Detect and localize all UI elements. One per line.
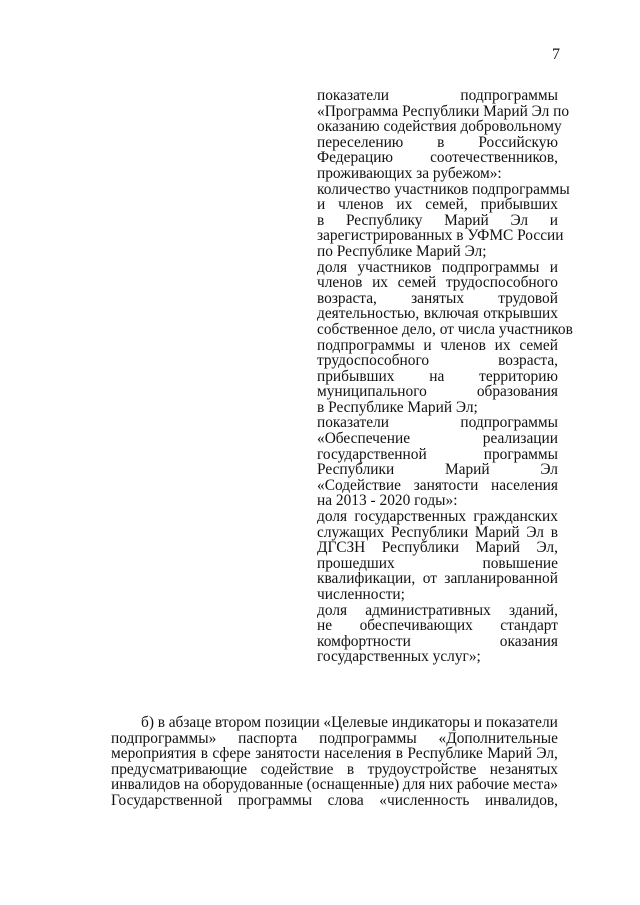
word: прибывших [317,367,395,385]
word: Марий [474,523,520,541]
word: сфере [212,745,251,763]
text-line [317,493,558,509]
text-line [317,275,558,291]
word: участников [357,258,432,276]
word: численности; [317,586,405,603]
word: собственное дело, от числа участников [317,320,573,338]
text-line [317,556,558,572]
word: Республику [345,211,423,229]
word: программы [237,791,313,809]
word: в [157,714,165,731]
word: повышение [482,554,558,572]
word: индикаторы [391,714,471,731]
word: населения [324,745,392,763]
text-line [317,587,558,603]
text-line [111,777,558,793]
text-line [317,384,558,400]
word: предусматривающие [111,760,248,778]
word: Республики [381,539,459,557]
word: прошедших [317,554,395,572]
text-line [317,338,558,354]
text-line [317,478,558,494]
word: образования [476,383,558,401]
word: Эл, [536,539,558,557]
word: и [423,336,432,354]
word: на 2013 - 2020 годы»: [317,492,458,510]
text-line [317,540,558,556]
word: проживающих за рубежом»: [317,164,502,182]
word: программы [483,445,558,463]
text-line [111,793,558,809]
word: Федерацию [317,149,393,167]
word: гражданских [473,508,558,526]
text-line [317,649,558,665]
text-line [317,431,558,447]
word: их [494,336,511,354]
word: Марий [487,745,532,763]
word: деятельностью, [317,305,420,323]
word: их [372,274,388,292]
word: открывших [483,305,558,323]
text-line [317,291,558,307]
word: занятых [411,289,465,307]
word: государственных [354,508,467,526]
word: незанятых [489,760,558,778]
word: в [395,745,403,763]
word: в [437,133,445,151]
word: семей [397,274,437,292]
text-line [111,731,558,747]
word: подпрограммы [441,258,540,276]
word: Республике [407,745,483,763]
word: абзаце [168,714,212,731]
word: слова [327,791,364,809]
text-line [111,762,558,778]
word: занятости [413,476,479,494]
word: Марий [444,211,489,229]
text-line [317,603,558,619]
word: оказания [499,632,558,650]
text-line [317,227,564,245]
word: «Содействие [317,476,402,494]
word: не [317,617,333,635]
word: инвалидов, [484,791,558,809]
word: паспорта [238,729,298,747]
word: и [473,714,483,731]
text-line [317,102,570,120]
word: втором [215,714,261,731]
word: Марий [475,539,521,557]
text-line [317,509,558,525]
word: зарегистрированных в УФМС России [317,227,564,245]
word: Российскую [478,133,558,151]
text-line [317,135,558,151]
word: подпрограммы [460,87,558,104]
word: трудоспособного [445,274,558,292]
word: показатели [317,414,389,432]
word: трудоустройстве [367,760,477,778]
word: подпрограммы [317,336,415,354]
word: инвалидов [111,776,181,794]
word: «Обеспечение [317,430,411,448]
word: их [396,196,413,214]
word: количество участников подпрограммы [317,180,570,198]
word: Эл [526,523,544,541]
word: Эл [540,461,558,479]
text-line [317,166,558,182]
word: стандарт [500,617,558,635]
text-line [317,320,573,338]
word: государственных услуг»; [317,648,481,666]
text-line [317,415,558,431]
word: подпрограммы» [111,729,217,747]
word: мероприятия [111,745,197,763]
text-line [317,118,562,136]
word: содействие [260,760,334,778]
text-line [317,150,558,166]
word: населения [491,476,558,494]
word: трудовой [498,289,558,307]
word: административных [365,601,491,619]
indicators-column [317,87,573,666]
word: в [200,745,208,763]
word: возраста, [498,352,558,370]
text-line [317,571,558,587]
word: включая [423,305,479,323]
text-line [317,260,558,276]
word: по Республике Марий Эл; [317,242,487,260]
word: оборудованные [202,776,303,794]
text-line [111,746,558,762]
text-line [317,634,558,650]
word: (оснащенные) [306,776,400,794]
word: показатели [317,87,389,104]
word: «Целевые [323,714,388,731]
word: доля [317,508,348,526]
word: Эл, [536,745,558,763]
text-line [317,462,558,478]
text-line [317,244,558,260]
word: «Дополнительные [438,729,558,747]
main-paragraph [111,715,558,809]
word: переселению [317,133,404,151]
word: в Республике Марий Эл; [317,398,478,416]
word: и [549,211,558,229]
word: ДГСЗН [317,539,366,557]
word: комфортности [317,632,411,650]
word: позиции [264,714,320,731]
text-line [317,197,558,213]
word: доля [317,601,348,619]
word: реализации [482,430,558,448]
word: занятости [255,745,320,763]
word: муниципального [317,383,427,401]
word: в [550,523,558,541]
text-line [317,525,558,541]
word: семей [519,336,558,354]
word: прибывших [480,196,558,214]
word: территорию [479,367,558,385]
word: членов [440,336,486,354]
text-line [317,88,558,104]
word: возраста, [317,289,377,307]
word: служащих [317,523,385,541]
word: для [402,776,426,794]
word: и [549,258,558,276]
word: зданий, [508,601,558,619]
word: на [429,367,445,385]
word: в [346,760,355,778]
word: государственной [317,445,427,463]
word: оказанию содействия добровольному [317,118,562,136]
word: б) [141,714,154,731]
word: рабочие [456,776,510,794]
text-line [317,618,558,634]
word: доля [317,258,348,276]
word: членов [338,196,384,214]
text-line [317,213,558,229]
word: «Программа Республики Марий Эл по [317,102,570,120]
text-line [317,180,570,198]
word: них [428,776,454,794]
word: от [422,570,437,588]
word: в [317,211,325,229]
text-line [317,306,558,322]
word: на [183,776,199,794]
word: трудоспособного [317,352,430,370]
word: подпрограммы [319,729,417,747]
word: и [317,196,326,214]
text-line [111,715,558,731]
text-line [317,353,558,369]
page-number: 7 [552,46,560,63]
word: соотечественников, [430,149,558,167]
word: Государственной [111,791,223,809]
word: места» [512,776,558,794]
word: подпрограммы [460,414,558,432]
word: Республики [390,523,469,541]
word: показатели [485,714,558,731]
word: Эл [510,211,529,229]
text-line [317,447,558,463]
word: семей, [425,196,468,214]
word: членов [317,274,363,292]
word: квалификации, [317,570,416,588]
word: «численность [379,791,470,809]
word: Республики [317,461,395,479]
word: обеспечивающих [359,617,473,635]
word: запланированной [444,570,558,588]
text-line [317,400,558,416]
word: Марий [444,461,490,479]
text-line [317,369,558,385]
